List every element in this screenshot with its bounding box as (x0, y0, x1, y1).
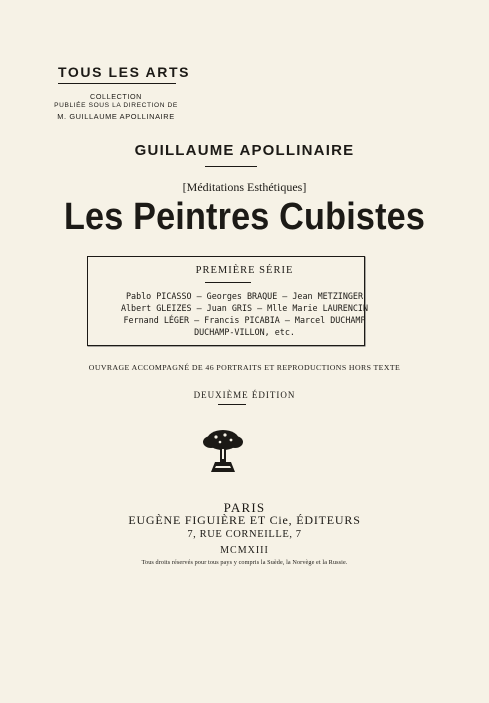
artist-line: Albert GLEIZES — Juan GRIS — Mlle Marie LAURENCIN (120, 303, 369, 313)
author-name: GUILLAUME APOLLINAIRE (134, 142, 355, 159)
edition-label: DEUXIÈME ÉDITION (193, 390, 296, 400)
artist-line: DUCHAMP-VILLON, etc. (194, 327, 295, 337)
artist-line: Pablo PICASSO — Georges BRAQUE — Jean METZINGER (126, 291, 363, 301)
author-rule (205, 166, 257, 167)
illustrations-note: OUVRAGE ACCOMPAGNÉ DE 46 PORTRAITS ET REPRODUCTIONS HORS TEXTE (88, 363, 401, 372)
edition-rule (218, 404, 246, 405)
subtitle: [Méditations Esthétiques] (182, 180, 307, 194)
book-title: Les Peintres Cubistes (63, 196, 426, 238)
publication-year: MCMXIII (220, 545, 269, 556)
collection-direction-line: PUBLIÉE SOUS LA DIRECTION DE (54, 102, 178, 109)
imprint-city: PARIS (223, 500, 266, 515)
series-box-heading: PREMIÈRE SÉRIE (195, 265, 294, 276)
tree-emblem-icon (201, 428, 245, 474)
series-name: TOUS LES ARTS (58, 64, 191, 80)
series-box-rule (205, 282, 251, 283)
collection-director: M. GUILLAUME APOLLINAIRE (57, 112, 175, 121)
collection-line: COLLECTION (90, 92, 142, 101)
publisher-name: EUGÈNE FIGUIÈRE ET Cie, ÉDITEURS (128, 513, 361, 527)
publisher-address: 7, RUE CORNEILLE, 7 (187, 529, 302, 540)
series-rule (58, 83, 176, 84)
artist-line: Fernand LÉGER — Francis PICABIA — Marcel DUCHAMP (123, 315, 366, 325)
rights-notice: Tous droits réservés pour tous pays y compris la Suède, la Norvège et la Russie. (141, 559, 348, 566)
